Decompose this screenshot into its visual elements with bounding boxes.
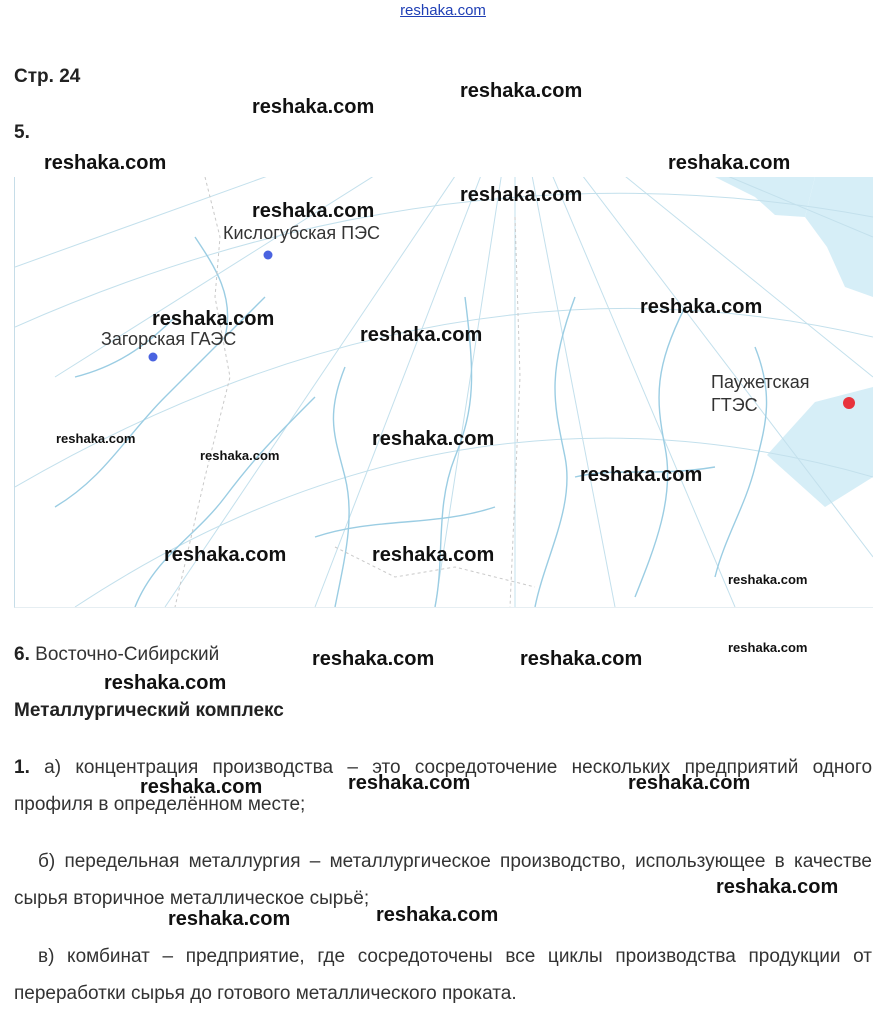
watermark: reshaka.com (460, 80, 583, 102)
kislogub-marker (264, 251, 273, 260)
watermark: reshaka.com (312, 648, 435, 670)
watermark: reshaka.com (372, 428, 495, 450)
task-6 (14, 644, 219, 666)
label-zagor: Загорская ГАЭС (101, 329, 237, 349)
watermark: reshaka.com (628, 772, 751, 794)
watermark: reshaka.com (348, 772, 471, 794)
watermark: reshaka.com (460, 184, 583, 206)
task-6-number: 6. (14, 644, 30, 665)
zagor-marker (149, 353, 158, 362)
watermark: reshaka.com (716, 876, 839, 898)
page-label: Стр. 24 (14, 66, 81, 87)
watermark: reshaka.com (200, 448, 280, 463)
label-kislogub: Кислогубская ПЭС (223, 223, 381, 243)
task-1-b: б) передельная металлургия – металлургическое производство, использующее в качестве сырья вторичное металлическое сырьё; (14, 851, 872, 909)
watermark: reshaka.com (376, 904, 499, 926)
site-link[interactable]: reshaka.com (400, 2, 486, 19)
task-6-answer: Восточно-Сибирский (35, 644, 220, 665)
watermark: reshaka.com (728, 572, 808, 587)
watermark: reshaka.com (56, 431, 136, 446)
watermark: reshaka.com (164, 544, 287, 566)
watermark: reshaka.com (152, 308, 275, 330)
watermark: reshaka.com (580, 464, 703, 486)
watermark: reshaka.com (640, 296, 763, 318)
watermark: reshaka.com (728, 640, 808, 655)
watermark: reshaka.com (372, 544, 495, 566)
section-title: Металлургический комплекс (14, 700, 284, 721)
watermark: reshaka.com (44, 152, 167, 174)
watermark: reshaka.com (668, 152, 791, 174)
label-pauzh-1: Паужетская (711, 372, 810, 392)
watermark: reshaka.com (140, 776, 263, 798)
watermark: reshaka.com (252, 200, 375, 222)
pauzh-marker (843, 397, 855, 409)
task-5-number: 5. (14, 122, 30, 143)
task-1-a-text: а) концентрация производства – это сосредоточение нескольких предприятий одного профиля в определённом месте; (14, 757, 873, 815)
task-1-c: в) комбинат – предприятие, где сосредоточены все циклы производства продукции от переработки сырья до готового металлического проката. (14, 946, 872, 1004)
watermark: reshaka.com (360, 324, 483, 346)
label-pauzh-2: ГТЭС (711, 395, 758, 415)
task-1-number: 1. (14, 757, 30, 778)
watermark: reshaka.com (252, 96, 375, 118)
watermark: reshaka.com (104, 672, 227, 694)
watermark: reshaka.com (168, 908, 291, 930)
watermark: reshaka.com (520, 648, 643, 670)
